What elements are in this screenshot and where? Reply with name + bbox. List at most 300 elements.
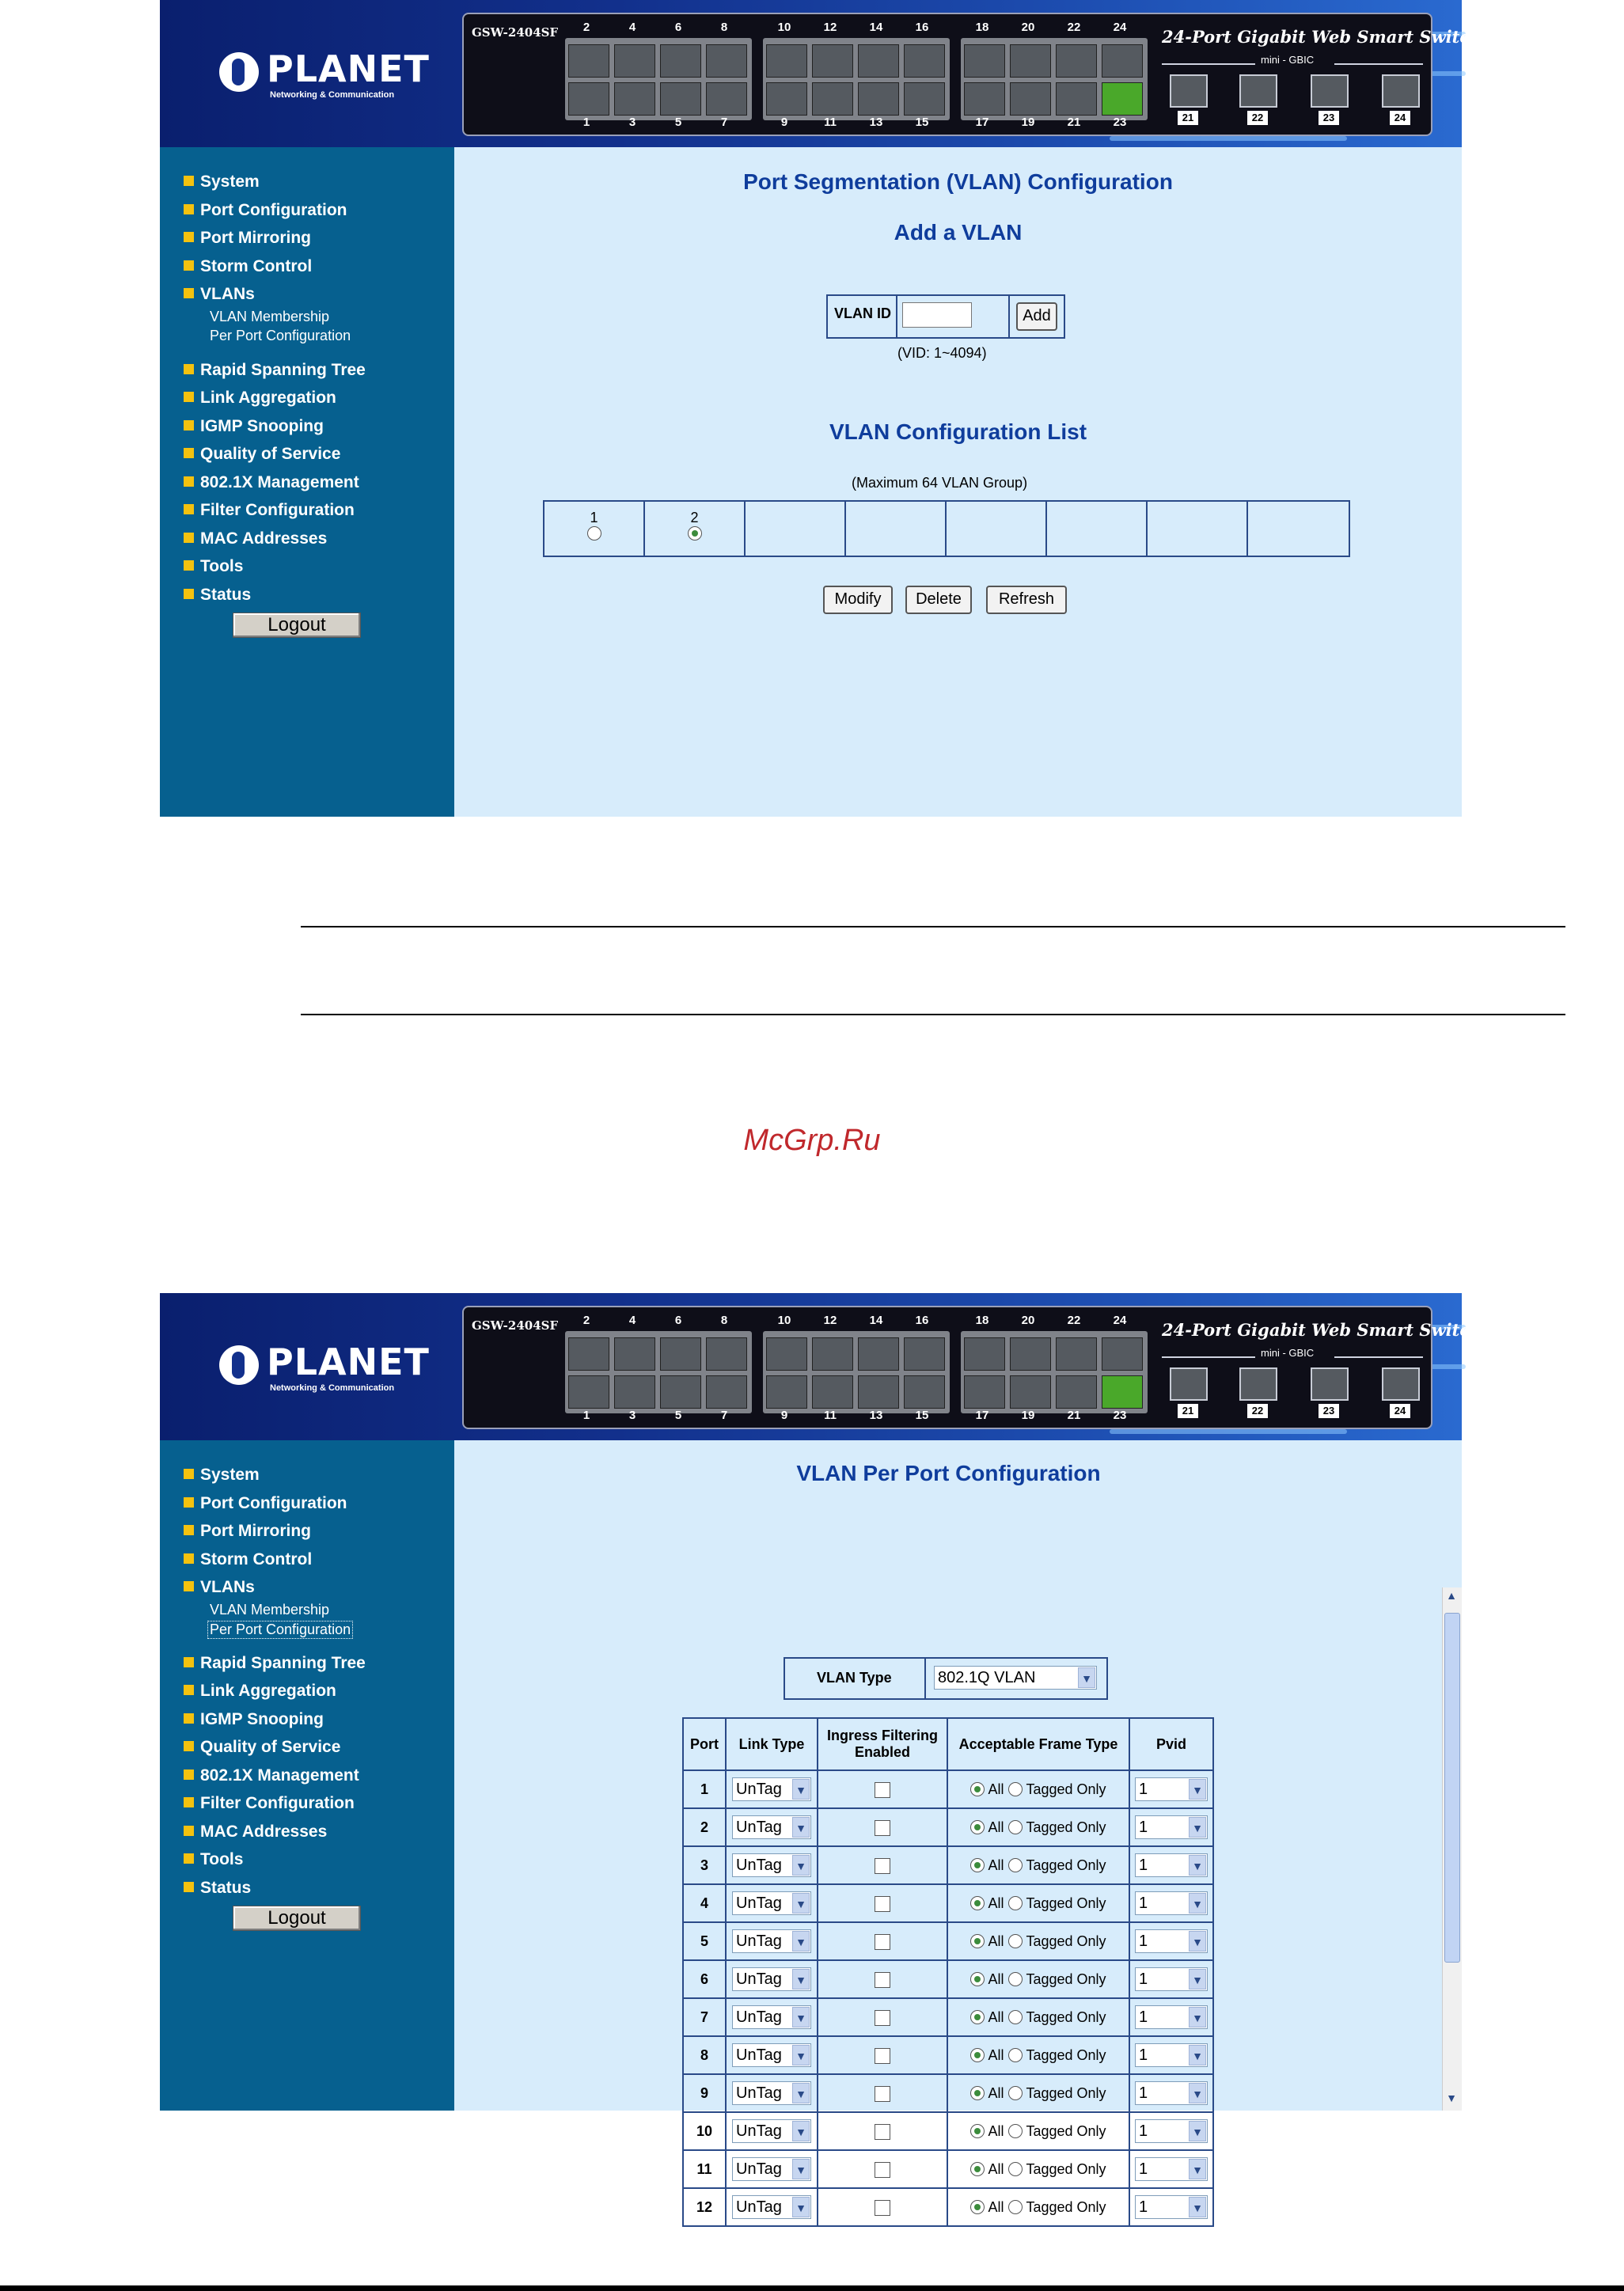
chevron-down-icon: ▼ (1189, 1779, 1206, 1800)
vlan-type-value: 802.1Q VLAN (938, 1669, 1036, 1686)
screenshot-vlan-configuration (160, 0, 1482, 817)
port-icon (964, 1337, 1005, 1371)
link-type-cell (726, 2036, 818, 2074)
scroll-thumb[interactable] (1444, 1613, 1460, 1963)
frame-all-radio[interactable] (970, 1782, 985, 1796)
port-icon (1102, 1337, 1143, 1371)
chevron-down-icon: ▼ (1189, 1931, 1206, 1952)
gbic-slot-icon (1311, 1367, 1349, 1401)
vlan-cell[interactable] (645, 502, 746, 556)
port-icon (766, 82, 807, 116)
nav-item-label: Status (200, 585, 252, 604)
nav-item-quality-of-service[interactable] (184, 1738, 340, 1757)
frame-tagged-radio[interactable] (1008, 1858, 1023, 1872)
nav-item-filter-configuration[interactable] (184, 501, 355, 520)
port-label-bottom: 23 (1113, 1409, 1127, 1422)
bullet-icon (184, 364, 194, 374)
nav-item-port-configuration[interactable] (184, 1494, 347, 1513)
ingress-checkbox[interactable] (875, 1820, 890, 1836)
table-row (683, 2188, 1213, 2226)
pvid-cell (1129, 1922, 1213, 1960)
ingress-checkbox[interactable] (875, 2124, 890, 2140)
port-number: 3 (683, 1846, 726, 1884)
port-icon (904, 1337, 945, 1371)
nav-item-igmp-snooping[interactable] (184, 1710, 324, 1729)
bullet-icon (184, 288, 194, 298)
chevron-down-icon: ▼ (1078, 1667, 1095, 1688)
port-label-bottom: 7 (720, 1409, 728, 1422)
nav-item-filter-configuration[interactable] (184, 1794, 355, 1813)
frame-tagged-radio[interactable] (1008, 2200, 1023, 2214)
ingress-checkbox[interactable] (875, 2048, 890, 2064)
port-label-bottom: 15 (915, 1409, 929, 1422)
pvid-value: 1 (1139, 1819, 1148, 1836)
bullet-icon (184, 1882, 194, 1892)
port-label-top: 8 (720, 1314, 728, 1327)
chevron-down-icon: ▼ (792, 1855, 810, 1876)
port-label-top: 22 (1067, 21, 1081, 34)
frame-tagged-label: Tagged Only (1026, 1970, 1106, 1987)
bullet-icon (184, 232, 194, 242)
chevron-down-icon: ▼ (792, 1817, 810, 1838)
port-label-bottom: 19 (1021, 116, 1035, 129)
ingress-checkbox[interactable] (875, 2010, 890, 2026)
add-button[interactable]: Add (1016, 302, 1057, 331)
vlan-id: 1 (590, 510, 598, 525)
frame-all-label: All (988, 2046, 1004, 2063)
pvid-select[interactable] (1135, 1853, 1208, 1877)
frame-tagged-label: Tagged Only (1026, 1819, 1106, 1835)
pvid-select[interactable] (1135, 1891, 1208, 1915)
pvid-cell (1129, 1770, 1213, 1808)
nav-subitem-per-port-configuration[interactable]: Per Port Configuration (210, 327, 351, 343)
frame-type-cell (947, 1846, 1129, 1884)
main-content (454, 1440, 1462, 2216)
port-label-top: 22 (1067, 1314, 1081, 1327)
port-label-bottom: 9 (780, 116, 788, 129)
link-type-select[interactable] (732, 2195, 811, 2219)
pvid-cell (1129, 2112, 1213, 2150)
nav-item-link-aggregation[interactable] (184, 389, 336, 408)
planet-logo-icon (219, 1345, 259, 1385)
port-label-top: 24 (1113, 1314, 1127, 1327)
chevron-down-icon: ▼ (792, 2007, 810, 2027)
bullet-icon (184, 1741, 194, 1751)
chevron-down-icon: ▼ (1189, 2159, 1206, 2179)
port-icon (1010, 1375, 1051, 1409)
port-icon (858, 82, 899, 116)
port-number: 5 (683, 1922, 726, 1960)
link-type-select[interactable] (732, 2005, 811, 2029)
pvid-cell (1129, 2036, 1213, 2074)
nav-item-port-mirroring[interactable] (184, 1522, 311, 1541)
pvid-select[interactable] (1135, 1929, 1208, 1953)
port-rows (683, 1770, 1213, 2226)
port-label-bottom: 17 (975, 116, 989, 129)
port-icon (568, 44, 609, 78)
nav-item-tools[interactable] (184, 1850, 243, 1869)
link-type-select[interactable] (732, 1929, 811, 1953)
link-type-cell (726, 1770, 818, 1808)
nav-item-port-mirroring[interactable] (184, 229, 311, 248)
nav-item-label: Rapid Spanning Tree (200, 360, 366, 379)
frame-tagged-label: Tagged Only (1026, 2122, 1106, 2139)
port-label-bottom: 23 (1113, 116, 1127, 129)
frame-all-radio[interactable] (970, 2010, 985, 2024)
ingress-cell (818, 2150, 947, 2188)
frame-tagged-radio[interactable] (1008, 1782, 1023, 1796)
brand-name: PLANET (267, 47, 430, 90)
max-vlan-hint: (Maximum 64 VLAN Group) (852, 475, 1028, 491)
chevron-down-icon: ▼ (792, 2083, 810, 2103)
ingress-checkbox[interactable] (875, 1972, 890, 1988)
link-type-value: UnTag (736, 1819, 782, 1836)
frame-tagged-label: Tagged Only (1026, 1781, 1106, 1797)
port-icon (614, 82, 655, 116)
link-type-select[interactable] (732, 2081, 811, 2105)
nav-item-label: 802.1X Management (200, 1766, 359, 1785)
frame-type-cell (947, 1998, 1129, 2036)
link-type-select[interactable] (732, 1853, 811, 1877)
bullet-icon (184, 176, 194, 186)
scroll-down-icon[interactable]: ▼ (1446, 2092, 1457, 2104)
link-type-select[interactable] (732, 2119, 811, 2143)
vlan-radio-selected[interactable] (688, 526, 702, 541)
port-label-bottom: 11 (824, 1409, 837, 1422)
port-icon (568, 1375, 609, 1409)
pvid-select[interactable] (1135, 1815, 1208, 1839)
nav-item-status[interactable] (184, 1879, 251, 1898)
frame-tagged-radio[interactable] (1008, 1972, 1023, 1986)
port-number: 9 (683, 2074, 726, 2112)
nav-item-label: Status (200, 1878, 252, 1897)
frame-all-radio[interactable] (970, 2200, 985, 2214)
pvid-select[interactable] (1135, 2119, 1208, 2143)
frame-all-radio[interactable] (970, 1820, 985, 1834)
pvid-value: 1 (1139, 2198, 1148, 2216)
nav-item-igmp-snooping[interactable] (184, 417, 324, 436)
frame-tagged-label: Tagged Only (1026, 2160, 1106, 2177)
port-number: 4 (683, 1884, 726, 1922)
nav-item-rapid-spanning-tree[interactable] (184, 1654, 366, 1673)
frame-type-cell (947, 1770, 1129, 1808)
pvid-value: 1 (1139, 1970, 1148, 1988)
logout-button[interactable]: Logout (233, 613, 361, 638)
vlan-cell-empty (846, 502, 947, 556)
frame-type-cell (947, 2074, 1129, 2112)
frame-tagged-radio[interactable] (1008, 1820, 1023, 1834)
port-icon (766, 1337, 807, 1371)
table-row (683, 2112, 1213, 2150)
logout-button[interactable]: Logout (233, 1906, 361, 1931)
link-type-value: UnTag (736, 1933, 782, 1950)
port-icon (904, 1375, 945, 1409)
ingress-checkbox[interactable] (875, 2162, 890, 2178)
port-label-top: 14 (869, 21, 883, 34)
nav-item-storm-control[interactable] (184, 1550, 312, 1569)
ingress-cell (818, 1922, 947, 1960)
link-type-cell (726, 2074, 818, 2112)
pvid-cell (1129, 1846, 1213, 1884)
vertical-scrollbar[interactable] (1442, 1587, 1462, 2111)
nav-subitem-vlan-membership[interactable]: VLAN Membership (210, 1601, 330, 1618)
ingress-checkbox[interactable] (875, 1934, 890, 1950)
port-icon (1010, 82, 1051, 116)
scroll-up-icon[interactable]: ▲ (1446, 1589, 1457, 1602)
bullet-icon (184, 1553, 194, 1564)
pvid-select[interactable] (1135, 2043, 1208, 2067)
port-icon (964, 82, 1005, 116)
vlan-radio[interactable] (587, 526, 601, 541)
col-header-pvid: Pvid (1129, 1718, 1213, 1770)
pvid-select[interactable] (1135, 2157, 1208, 2181)
ingress-checkbox[interactable] (875, 2200, 890, 2216)
nav-item-link-aggregation[interactable] (184, 1682, 336, 1701)
nav-item-label: MAC Addresses (200, 1822, 328, 1841)
nav-item-quality-of-service[interactable] (184, 445, 340, 464)
port-label-bottom: 1 (582, 1409, 590, 1422)
port-label-top: 4 (628, 1314, 636, 1327)
link-type-select[interactable] (732, 2157, 811, 2181)
pvid-value: 1 (1139, 2160, 1148, 2178)
nav-item-label: Tools (200, 557, 244, 575)
refresh-button[interactable]: Refresh (986, 586, 1067, 614)
nav-item-label: Filter Configuration (200, 501, 355, 519)
frame-tagged-radio[interactable] (1008, 2048, 1023, 2062)
nav-item-status[interactable] (184, 586, 251, 605)
bullet-icon (184, 1826, 194, 1836)
vlan-cell[interactable] (544, 502, 645, 556)
port-label-bottom: 5 (674, 116, 682, 129)
frame-all-radio[interactable] (970, 1972, 985, 1986)
device-title: 24-Port Gigabit Web Smart Switch (1162, 27, 1482, 47)
nav-subitem-per-port-configuration[interactable]: Per Port Configuration (207, 1621, 353, 1639)
vlan-id-input[interactable] (902, 302, 972, 328)
link-type-select[interactable] (732, 1967, 811, 1991)
vlan-cell-empty (947, 502, 1047, 556)
link-type-select[interactable] (732, 1777, 811, 1801)
chevron-down-icon: ▼ (1189, 1855, 1206, 1876)
port-label-top: 20 (1021, 21, 1035, 34)
bullet-icon (184, 589, 194, 599)
chevron-down-icon: ▼ (792, 1931, 810, 1952)
pvid-value: 1 (1139, 1857, 1148, 1874)
frame-all-radio[interactable] (970, 2048, 985, 2062)
device-title: 24-Port Gigabit Web Smart Switch (1162, 1320, 1482, 1340)
vlan-cell-empty (1248, 502, 1349, 556)
link-type-value: UnTag (736, 2084, 782, 2102)
port-icon (1010, 44, 1051, 78)
port-icon (1102, 82, 1143, 116)
port-icon (858, 1375, 899, 1409)
chevron-down-icon: ▼ (792, 1969, 810, 1989)
chevron-down-icon: ▼ (1189, 2083, 1206, 2103)
port-config-table (682, 1717, 1214, 2227)
frame-tagged-radio[interactable] (1008, 2162, 1023, 2176)
table-row (683, 1884, 1213, 1922)
port-label-bottom: 21 (1067, 1409, 1081, 1422)
watermark: McGrp.Ru (743, 1124, 881, 1157)
link-type-cell (726, 1922, 818, 1960)
table-row (683, 2150, 1213, 2188)
nav-item-port-configuration[interactable] (184, 201, 347, 220)
port-label-bottom: 19 (1021, 1409, 1035, 1422)
nav-item-label: VLANs (200, 285, 255, 303)
chevron-down-icon: ▼ (792, 2121, 810, 2141)
port-label-top: 10 (777, 1314, 791, 1327)
port-number: 12 (683, 2188, 726, 2226)
nav-subitem-vlan-membership[interactable]: VLAN Membership (210, 308, 330, 324)
vlan-list (543, 500, 1350, 557)
frame-all-label: All (988, 1857, 1004, 1873)
port-label-bottom: 11 (824, 116, 837, 129)
link-type-cell (726, 1808, 818, 1846)
port-label-bottom: 9 (780, 1409, 788, 1422)
frame-all-radio[interactable] (970, 1858, 985, 1872)
port-label-bottom: 3 (628, 116, 636, 129)
delete-button[interactable]: Delete (905, 586, 972, 614)
nav-item-storm-control[interactable] (184, 257, 312, 276)
pvid-select[interactable] (1135, 1777, 1208, 1801)
pvid-select[interactable] (1135, 1967, 1208, 1991)
gbic-port-label: 21 (1178, 1404, 1198, 1418)
port-number: 8 (683, 2036, 726, 2074)
frame-all-radio[interactable] (970, 2086, 985, 2100)
nav-item-mac-addresses[interactable] (184, 1823, 327, 1842)
nav-item-label: Storm Control (200, 256, 313, 275)
port-number: 10 (683, 2112, 726, 2150)
frame-tagged-radio[interactable] (1008, 1934, 1023, 1948)
nav-item-802-1x-management[interactable] (184, 473, 359, 492)
bullet-icon (184, 1797, 194, 1807)
link-type-select[interactable] (732, 1815, 811, 1839)
gbic-slot-icon (1170, 1367, 1208, 1401)
vlan-type-row (784, 1657, 1108, 1700)
device-model: GSW-2404SF (472, 25, 559, 40)
frame-all-radio[interactable] (970, 1934, 985, 1948)
table-row (683, 1808, 1213, 1846)
gbic-slot-icon (1382, 74, 1420, 108)
frame-type-cell (947, 2112, 1129, 2150)
frame-tagged-radio[interactable] (1008, 2086, 1023, 2100)
frame-all-label: All (988, 1970, 1004, 1987)
pvid-select[interactable] (1135, 2195, 1208, 2219)
chevron-down-icon: ▼ (1189, 2197, 1206, 2217)
pvid-select[interactable] (1135, 2005, 1208, 2029)
frame-type-cell (947, 1922, 1129, 1960)
table-row (683, 1998, 1213, 2036)
table-row (683, 1846, 1213, 1884)
nav-item-vlans[interactable] (184, 1578, 255, 1597)
ingress-checkbox[interactable] (875, 1858, 890, 1874)
link-type-value: UnTag (736, 1895, 782, 1912)
chevron-down-icon: ▼ (1189, 2121, 1206, 2141)
page-footer-rule (0, 2285, 1624, 2291)
gbic-slot-icon (1239, 1367, 1277, 1401)
frame-all-radio[interactable] (970, 2124, 985, 2138)
nav-item-vlans[interactable] (184, 285, 255, 304)
screenshot-vlan-per-port (160, 1293, 1482, 2216)
port-icon (706, 1375, 747, 1409)
ingress-checkbox[interactable] (875, 1782, 890, 1798)
chevron-down-icon: ▼ (1189, 1893, 1206, 1914)
nav-item-tools[interactable] (184, 557, 243, 576)
nav-item-802-1x-management[interactable] (184, 1766, 359, 1785)
port-label-top: 18 (975, 1314, 989, 1327)
ingress-cell (818, 1884, 947, 1922)
vid-hint: (VID: 1~4094) (897, 345, 987, 361)
vlan-cell-empty (1047, 502, 1148, 556)
port-icon (964, 1375, 1005, 1409)
frame-tagged-radio[interactable] (1008, 2124, 1023, 2138)
nav-item-label: Port Configuration (200, 200, 347, 219)
link-type-select[interactable] (732, 1891, 811, 1915)
nav-item-system[interactable] (184, 173, 260, 192)
brand-name: PLANET (267, 1341, 430, 1383)
nav-item-label: Link Aggregation (200, 1682, 336, 1700)
port-icon (1056, 44, 1097, 78)
port-icon (660, 1337, 701, 1371)
port-number: 2 (683, 1808, 726, 1846)
bullet-icon (184, 1525, 194, 1535)
frame-all-radio[interactable] (970, 1896, 985, 1910)
frame-all-label: All (988, 1781, 1004, 1797)
link-type-cell (726, 1846, 818, 1884)
nav-item-mac-addresses[interactable] (184, 529, 327, 548)
vlan-type-select[interactable] (934, 1666, 1097, 1690)
planet-logo (219, 47, 430, 104)
port-label-top: 6 (674, 21, 682, 34)
port-number: 7 (683, 1998, 726, 2036)
vlan-id-label: VLAN ID (834, 305, 891, 321)
nav-item-label: Tools (200, 1850, 244, 1868)
frame-all-radio[interactable] (970, 2162, 985, 2176)
frame-tagged-radio[interactable] (1008, 1896, 1023, 1910)
device-panel (462, 1306, 1482, 1429)
port-label-top: 18 (975, 21, 989, 34)
gbic-slot-icon (1239, 74, 1277, 108)
ingress-checkbox[interactable] (875, 2086, 890, 2102)
link-type-select[interactable] (732, 2043, 811, 2067)
frame-type-cell (947, 2150, 1129, 2188)
device-panel (462, 13, 1482, 136)
port-label-top: 4 (628, 21, 636, 34)
link-type-cell (726, 2112, 818, 2150)
page-title: VLAN Per Port Configuration (796, 1461, 1101, 1485)
vlan-id: 2 (690, 510, 699, 525)
gbic-port-label: 23 (1319, 111, 1339, 125)
frame-type-cell (947, 2036, 1129, 2074)
gbic-port-label: 21 (1178, 111, 1198, 125)
nav-item-system[interactable] (184, 1466, 260, 1485)
port-label-bottom: 3 (628, 1409, 636, 1422)
link-type-value: UnTag (736, 2198, 782, 2216)
port-label-top: 12 (823, 21, 837, 34)
gbic-label: mini - GBIC (1261, 1347, 1315, 1359)
modify-button[interactable]: Modify (823, 586, 893, 614)
pvid-select[interactable] (1135, 2081, 1208, 2105)
gbic-slot-icon (1382, 1367, 1420, 1401)
port-label-top: 10 (777, 21, 791, 34)
nav-item-label: System (200, 1466, 260, 1484)
ingress-checkbox[interactable] (875, 1896, 890, 1912)
nav-item-rapid-spanning-tree[interactable] (184, 361, 366, 380)
divider-line (301, 926, 1565, 927)
frame-tagged-radio[interactable] (1008, 2010, 1023, 2024)
port-icon (568, 1337, 609, 1371)
port-label-top: 2 (582, 1314, 590, 1327)
link-type-value: UnTag (736, 2046, 782, 2064)
